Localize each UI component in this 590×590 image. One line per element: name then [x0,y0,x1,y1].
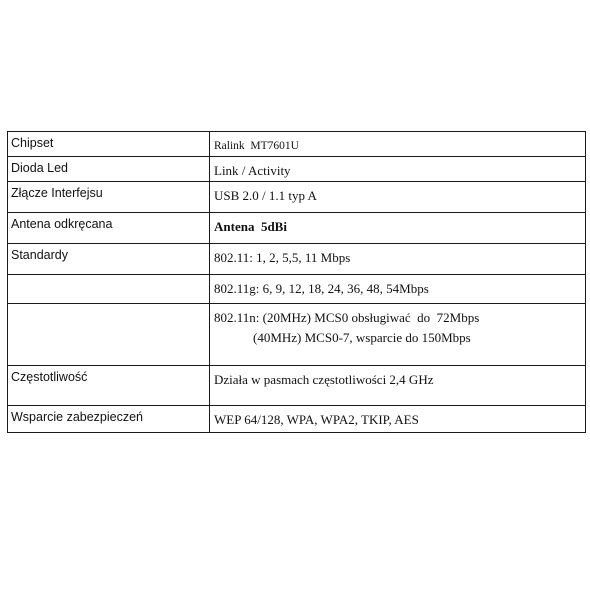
table-row [8,406,586,433]
row-value [210,304,586,366]
row-value [210,157,586,182]
row-label [8,366,210,406]
row-value [210,132,586,157]
row-label [8,275,210,304]
value-text: Działa w pasmach częstotliwości 2,4 GHz [214,372,434,387]
specification-table [7,131,586,433]
row-label [8,304,210,366]
value-text: Ralink MT7601U [214,140,299,152]
value-text: Antena 5dBi [214,219,287,234]
label-text: Wsparcie zabezpieczeń [11,410,144,424]
row-value [210,275,586,304]
row-value [210,366,586,406]
table-row [8,132,586,157]
label-text: Standardy [11,248,68,262]
label-text: Chipset [11,136,54,150]
table-row [8,213,586,244]
value-text: 802.11: 1, 2, 5,5, 11 Mbps [214,250,351,265]
label-text: Dioda Led [11,161,68,175]
label-text: Złącze Interfejsu [11,186,103,200]
value-text: 802.11g: 6, 9, 12, 18, 24, 36, 48, 54Mbps [214,281,429,296]
table-row [8,182,586,213]
row-label [8,244,210,275]
label-text: Częstotliwość [11,370,88,384]
value-text: WEP 64/128, WPA, WPA2, TKIP, AES [214,412,419,427]
row-label [8,182,210,213]
value-text: USB 2.0 / 1.1 typ A [214,188,317,203]
row-value [210,182,586,213]
value-text: 802.11n: (20MHz) MCS0 obsługiwać do 72Mbps [214,310,480,325]
row-label [8,213,210,244]
label-text: Antena odkręcana [11,217,113,231]
table-row [8,304,586,366]
row-value [210,213,586,244]
table-row [8,157,586,182]
table-row [8,366,586,406]
row-label [8,157,210,182]
row-value [210,244,586,275]
value-text: Link / Activity [214,163,291,178]
table-row [8,275,586,304]
table-row [8,244,586,275]
row-value [210,406,586,433]
row-label [8,406,210,433]
row-label [8,132,210,157]
value-text: (40MHz) MCS0-7, wsparcie do 150Mbps [214,330,471,345]
